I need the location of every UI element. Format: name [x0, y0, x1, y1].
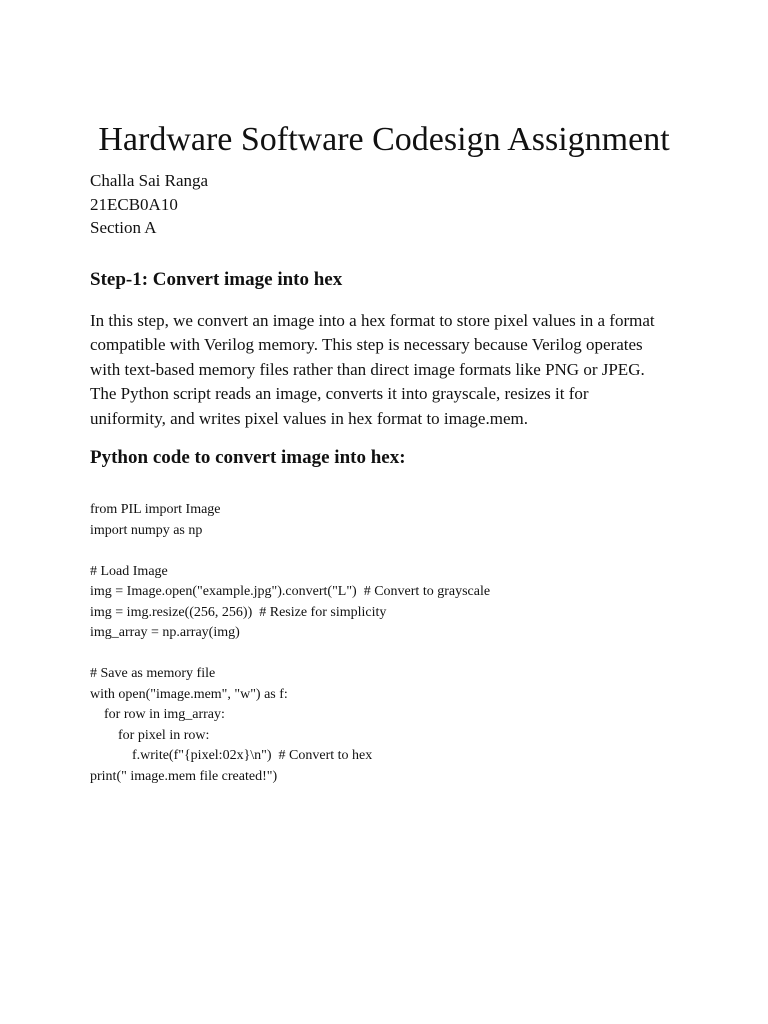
code-line [90, 644, 490, 665]
paragraph-line: uniformity, and writes pixel values in hex format to image.mem. [90, 408, 528, 428]
code-line: import numpy as np [90, 522, 203, 538]
code-line: for pixel in row: [90, 727, 210, 743]
section-label: Section A [90, 218, 157, 237]
document-title: Hardware Software Codesign Assignment [98, 121, 670, 158]
code-line: print(" image.mem file created!") [90, 768, 278, 784]
step1-paragraph [90, 309, 690, 431]
paragraph-line: with text-based memory files rather than direct image formats like PNG or JPEG. [90, 359, 645, 379]
author-block [90, 169, 208, 240]
code-line [90, 541, 490, 562]
paragraph-line: compatible with Verilog memory. This step is necessary because Verilog operates [90, 335, 643, 355]
code-line: # Load Image [90, 563, 168, 579]
roll-number: 21ECB0A10 [90, 194, 178, 214]
code-line: img = img.resize((256, 256)) # Resize for simplicity [90, 604, 387, 620]
code-line: for row in img_array: [90, 707, 225, 722]
code-line: from PIL import Image [90, 502, 221, 517]
paragraph-line: The Python script reads an image, converts it into grayscale, resizes it for [90, 384, 589, 404]
code-line: with open("image.mem", "w") as f: [90, 686, 288, 702]
code-heading: Python code to convert image into hex: [90, 447, 406, 468]
author-name: Challa Sai Ranga [90, 171, 209, 190]
paragraph-line: In this step, we convert an image into a hex format to store pixel values in a format [90, 311, 655, 330]
code-line: f.write(f"{pixel:02x}\n") # Convert to hex [90, 748, 373, 763]
step1-heading: Step-1: Convert image into hex [90, 269, 343, 290]
python-code-block [90, 500, 490, 787]
code-line: # Save as memory file [90, 666, 216, 681]
code-line: img = Image.open("example.jpg").convert("L") # Convert to grayscale [90, 584, 491, 599]
code-line: img_array = np.array(img) [90, 625, 240, 640]
